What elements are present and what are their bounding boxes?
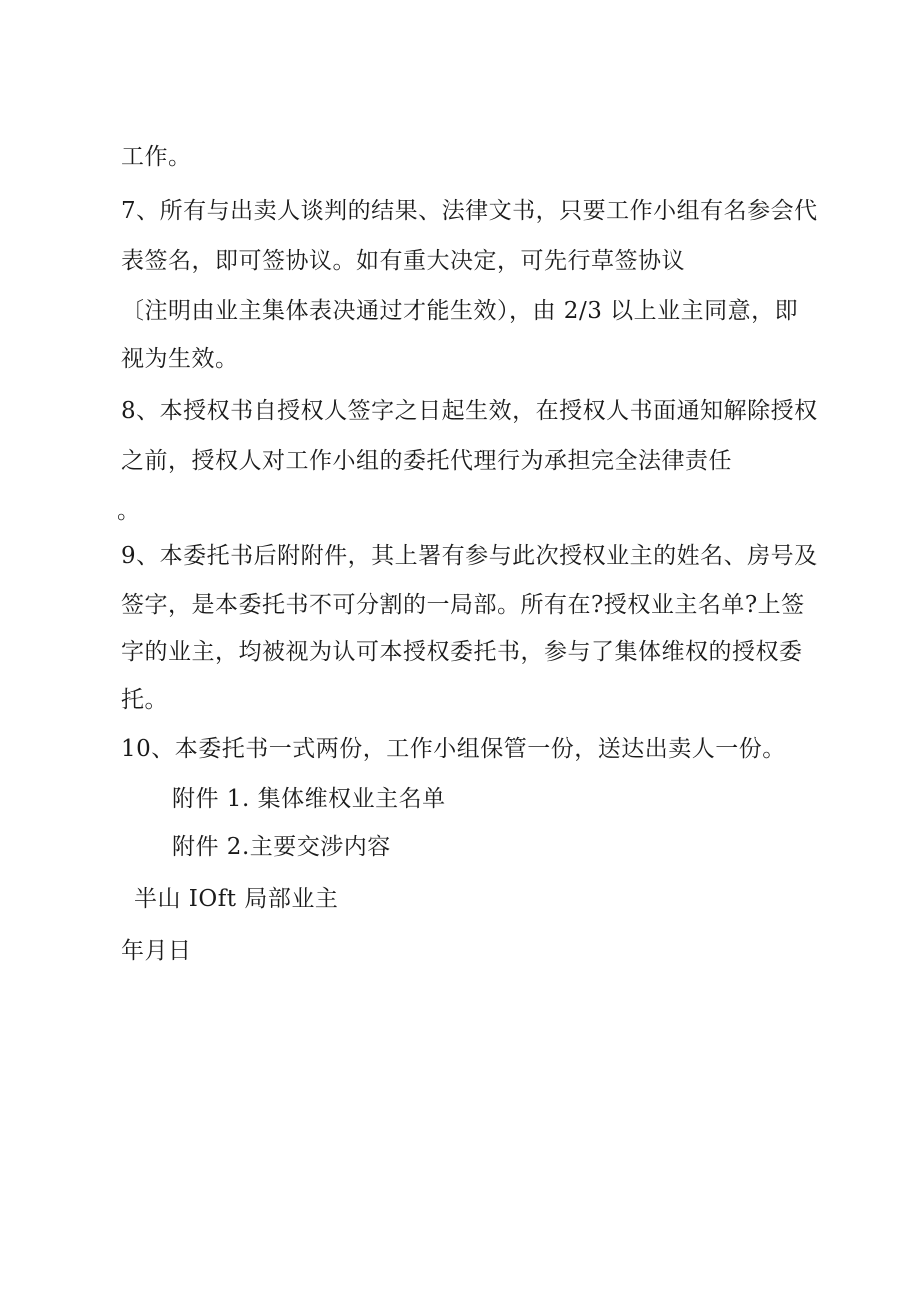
clause-7-line-3: 〔注明由业主集体表决通过才能生效），由 2/3 以上业主同意，即 <box>121 298 799 324</box>
attachment-2: 附件 2.主要交涉内容 <box>172 834 391 860</box>
clause-10-line-1: 10、本委托书一式两份，工作小组保管一份，送达出卖人一份。 <box>121 736 786 762</box>
clause-7-line-2: 表签名，即可签协议。如有重大决定，可先行草签协议 <box>121 248 685 274</box>
clause-7-line-1: 7、所有与出卖人谈判的结果、法律文书，只要工作小组有名参会代 <box>121 198 818 224</box>
date-line: 年月日 <box>121 938 192 964</box>
clause-9-line-3: 字的业主，均被视为认可本授权委托书，参与了集体维权的授权委 <box>121 639 803 665</box>
attachment-1: 附件 1. 集体维权业主名单 <box>172 786 446 812</box>
paragraph-6-tail: 工作。 <box>121 144 192 170</box>
signatory-owners: 半山 IOft 局部业主 <box>134 886 339 912</box>
clause-9-line-2: 签字，是本委托书不可分割的一局部。所有在?授权业主名单?上签 <box>121 592 805 618</box>
clause-7-line-4: 视为生效。 <box>121 346 239 372</box>
clause-8-line-1: 8、本授权书自授权人签字之日起生效，在授权人书面通知解除授权 <box>121 398 818 424</box>
clause-8-line-2: 之前，授权人对工作小组的委托代理行为承担完全法律责任 <box>121 448 732 474</box>
clause-9-line-4: 托。 <box>121 687 168 713</box>
clause-8-line-3: 。 <box>117 498 141 524</box>
clause-9-line-1: 9、本委托书后附附件，其上署有参与此次授权业主的姓名、房号及 <box>121 543 818 569</box>
